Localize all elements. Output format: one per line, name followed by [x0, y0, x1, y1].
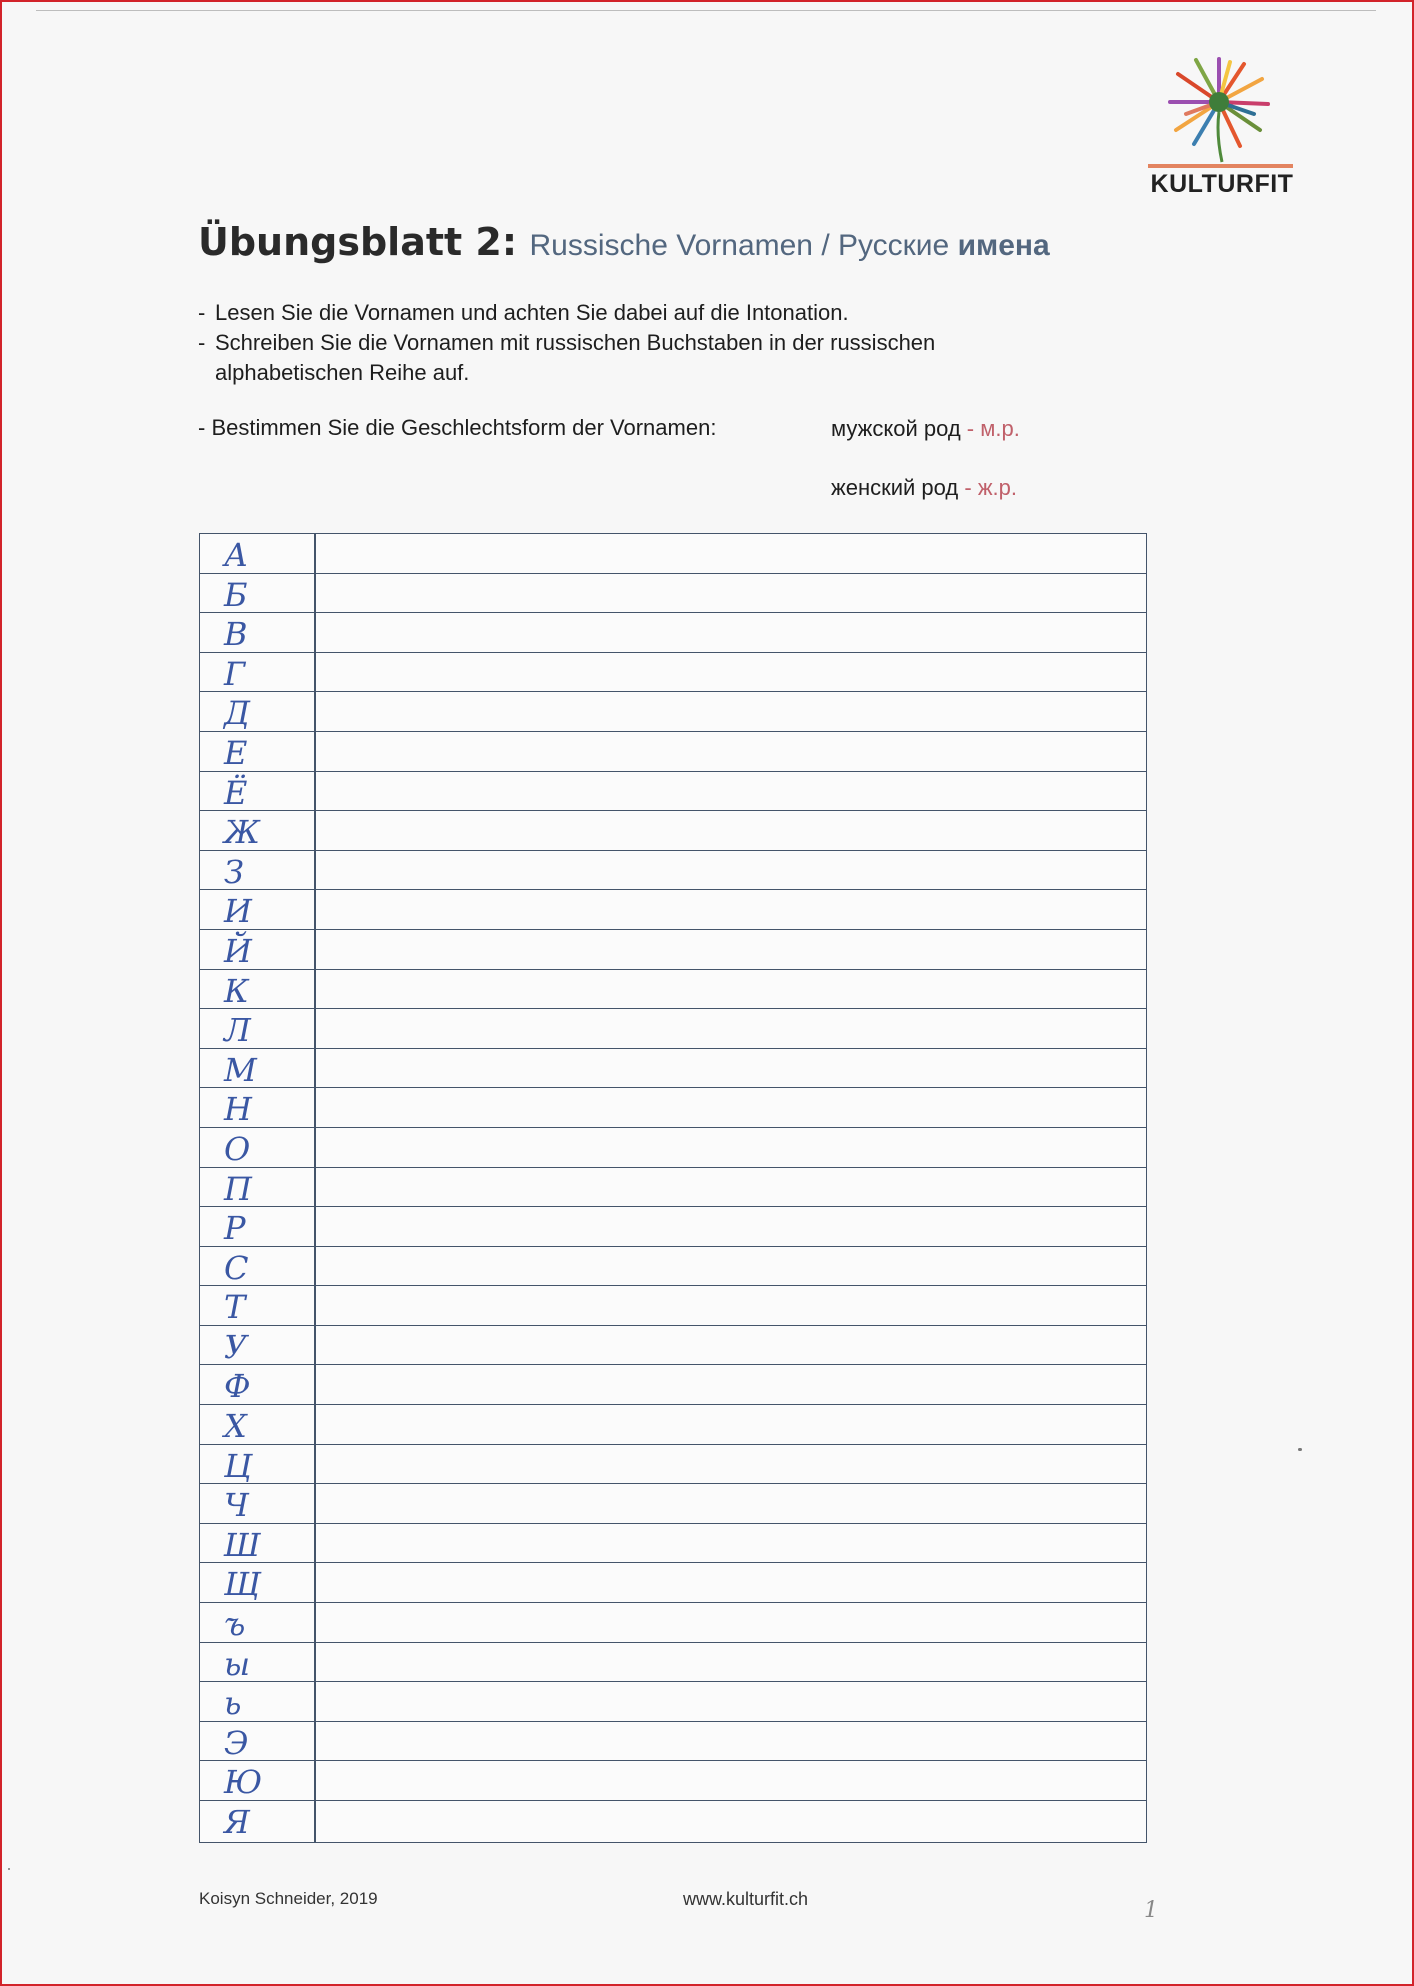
- writing-area[interactable]: [316, 1286, 1146, 1325]
- table-row: [200, 930, 1146, 970]
- instruction-text: Schreiben Sie die Vornamen mit russischen Buchstaben in der russischen alphabetischen Reihe auf.: [215, 330, 936, 385]
- table-row: [200, 811, 1146, 851]
- title-main: Übungsblatt 2:: [198, 220, 518, 264]
- writing-area[interactable]: [316, 1088, 1146, 1127]
- row-letter: Ч: [224, 1486, 249, 1523]
- title-subtitle-plain: Russische Vornamen / Русские: [529, 229, 950, 262]
- flower-logo-icon: [1164, 54, 1274, 164]
- table-row: [200, 1286, 1146, 1326]
- instructions-list: [198, 298, 1098, 388]
- row-letter: Й: [224, 931, 252, 969]
- table-row: [200, 1643, 1146, 1683]
- feminine-word: женский род: [831, 475, 959, 500]
- table-row: [200, 1405, 1146, 1445]
- scan-speck: [8, 1868, 10, 1870]
- writing-area[interactable]: [316, 1603, 1146, 1642]
- table-row: [200, 1722, 1146, 1762]
- table-row: [200, 574, 1146, 614]
- row-letter: А: [224, 536, 249, 573]
- table-row: [200, 1563, 1146, 1603]
- row-letter: Ё: [224, 773, 248, 811]
- writing-area[interactable]: [316, 1365, 1146, 1404]
- writing-area[interactable]: [316, 1128, 1146, 1167]
- table-row: [200, 1247, 1146, 1287]
- row-letter: О: [224, 1129, 251, 1167]
- writing-area[interactable]: [316, 1009, 1146, 1048]
- table-row: [200, 1088, 1146, 1128]
- row-letter: З: [224, 852, 244, 890]
- gender-instruction: - Bestimmen Sie die Geschlechtsform der Vornamen:: [198, 415, 717, 440]
- title-subtitle: [530, 229, 1050, 262]
- row-letter: Щ: [224, 1565, 261, 1603]
- row-letter: ы: [224, 1644, 251, 1682]
- table-row: [200, 1524, 1146, 1564]
- row-letter: Ю: [224, 1763, 263, 1800]
- writing-area[interactable]: [316, 613, 1146, 652]
- writing-area[interactable]: [316, 851, 1146, 890]
- writing-area[interactable]: [316, 1247, 1146, 1286]
- table-row: [200, 534, 1146, 574]
- writing-area[interactable]: [316, 574, 1146, 613]
- table-row: [200, 1168, 1146, 1208]
- table-row: [200, 1128, 1146, 1168]
- gender-masculine: [831, 416, 1020, 442]
- writing-area[interactable]: [316, 732, 1146, 771]
- table-row: [200, 1365, 1146, 1405]
- row-letter: ъ: [224, 1605, 246, 1642]
- writing-area[interactable]: [316, 1049, 1146, 1088]
- table-row: [200, 1009, 1146, 1049]
- row-letter: Я: [224, 1803, 250, 1841]
- row-letter: К: [224, 971, 249, 1009]
- row-letter: Ж: [224, 813, 260, 850]
- scan-speck: [1298, 1448, 1302, 1451]
- writing-area[interactable]: [316, 1761, 1146, 1800]
- logo-text: KULTURFIT: [1150, 170, 1294, 198]
- logo-underline: [1148, 164, 1293, 168]
- table-row: [200, 613, 1146, 653]
- gender-feminine: [831, 475, 1017, 501]
- masculine-word: мужской род: [831, 416, 961, 441]
- alphabet-writing-table: [199, 533, 1147, 1843]
- writing-area[interactable]: [316, 1563, 1146, 1602]
- writing-area[interactable]: [316, 1722, 1146, 1761]
- writing-area[interactable]: [316, 1326, 1146, 1365]
- row-letter: Ш: [224, 1525, 261, 1563]
- writing-area[interactable]: [316, 1524, 1146, 1563]
- writing-area[interactable]: [316, 1484, 1146, 1523]
- table-row: [200, 732, 1146, 772]
- writing-area[interactable]: [316, 772, 1146, 811]
- row-letter: В: [224, 615, 248, 652]
- row-letter: М: [224, 1050, 257, 1088]
- writing-area[interactable]: [316, 1405, 1146, 1444]
- table-row: [200, 772, 1146, 812]
- writing-area[interactable]: [316, 970, 1146, 1009]
- row-letter: Н: [224, 1090, 252, 1127]
- writing-area[interactable]: [316, 534, 1146, 573]
- writing-area[interactable]: [316, 1801, 1146, 1841]
- table-row: [200, 1761, 1146, 1801]
- table-row: [200, 1603, 1146, 1643]
- instruction-item: - Lesen Sie die Vornamen und achten Sie dabei auf die Intonation.: [198, 300, 849, 325]
- row-letter: Т: [224, 1288, 246, 1325]
- row-letter: Г: [224, 654, 246, 692]
- kulturfit-logo: [1142, 54, 1302, 204]
- row-letter: Р: [224, 1209, 246, 1246]
- row-letter: Д: [224, 694, 251, 731]
- writing-area[interactable]: [316, 890, 1146, 929]
- page-number: 1: [1144, 1898, 1158, 1923]
- table-row: [200, 653, 1146, 693]
- row-letter: Ф: [224, 1367, 251, 1405]
- table-row: [200, 851, 1146, 891]
- row-letter: Х: [224, 1407, 247, 1444]
- table-row: [200, 1801, 1146, 1841]
- writing-area[interactable]: [316, 1207, 1146, 1246]
- row-letter: Ц: [224, 1446, 252, 1484]
- table-row: [200, 970, 1146, 1010]
- writing-area[interactable]: [316, 930, 1146, 969]
- writing-area[interactable]: [316, 1643, 1146, 1682]
- row-letter: Б: [224, 575, 248, 613]
- table-row: [200, 1207, 1146, 1247]
- row-letter: Э: [224, 1723, 249, 1761]
- writing-area[interactable]: [316, 692, 1146, 731]
- writing-area[interactable]: [316, 653, 1146, 692]
- row-letter: С: [224, 1248, 249, 1286]
- row-letter: П: [224, 1169, 252, 1207]
- page-title: [198, 220, 1050, 264]
- title-subtitle-bold: имена: [957, 229, 1050, 262]
- writing-area[interactable]: [316, 811, 1146, 850]
- writing-area[interactable]: [316, 1445, 1146, 1484]
- row-letter: У: [224, 1327, 248, 1365]
- table-row: [200, 890, 1146, 930]
- feminine-abbr: - ж.р.: [964, 475, 1017, 500]
- instruction-text: Lesen Sie die Vornamen und achten Sie dabei auf die Intonation.: [215, 300, 849, 325]
- table-row: [200, 1682, 1146, 1722]
- table-row: [200, 1445, 1146, 1485]
- row-letter: Л: [224, 1011, 251, 1048]
- table-row: [200, 1049, 1146, 1089]
- writing-area[interactable]: [316, 1168, 1146, 1207]
- masculine-abbr: - м.р.: [966, 416, 1020, 441]
- footer-website: www.kulturfit.ch: [683, 1889, 809, 1909]
- row-letter: ь: [224, 1684, 242, 1721]
- writing-area[interactable]: [316, 1682, 1146, 1721]
- table-row: [200, 692, 1146, 732]
- footer-author: Koisyn Schneider, 2019: [199, 1889, 378, 1908]
- table-row: [200, 1484, 1146, 1524]
- row-letter: И: [224, 892, 252, 929]
- instruction-item: - Schreiben Sie die Vornamen mit russischen Buchstaben in der russischen alphabetischen Reihe auf.: [198, 330, 936, 385]
- row-letter: Е: [224, 733, 248, 771]
- table-row: [200, 1326, 1146, 1366]
- top-rule: [36, 10, 1376, 11]
